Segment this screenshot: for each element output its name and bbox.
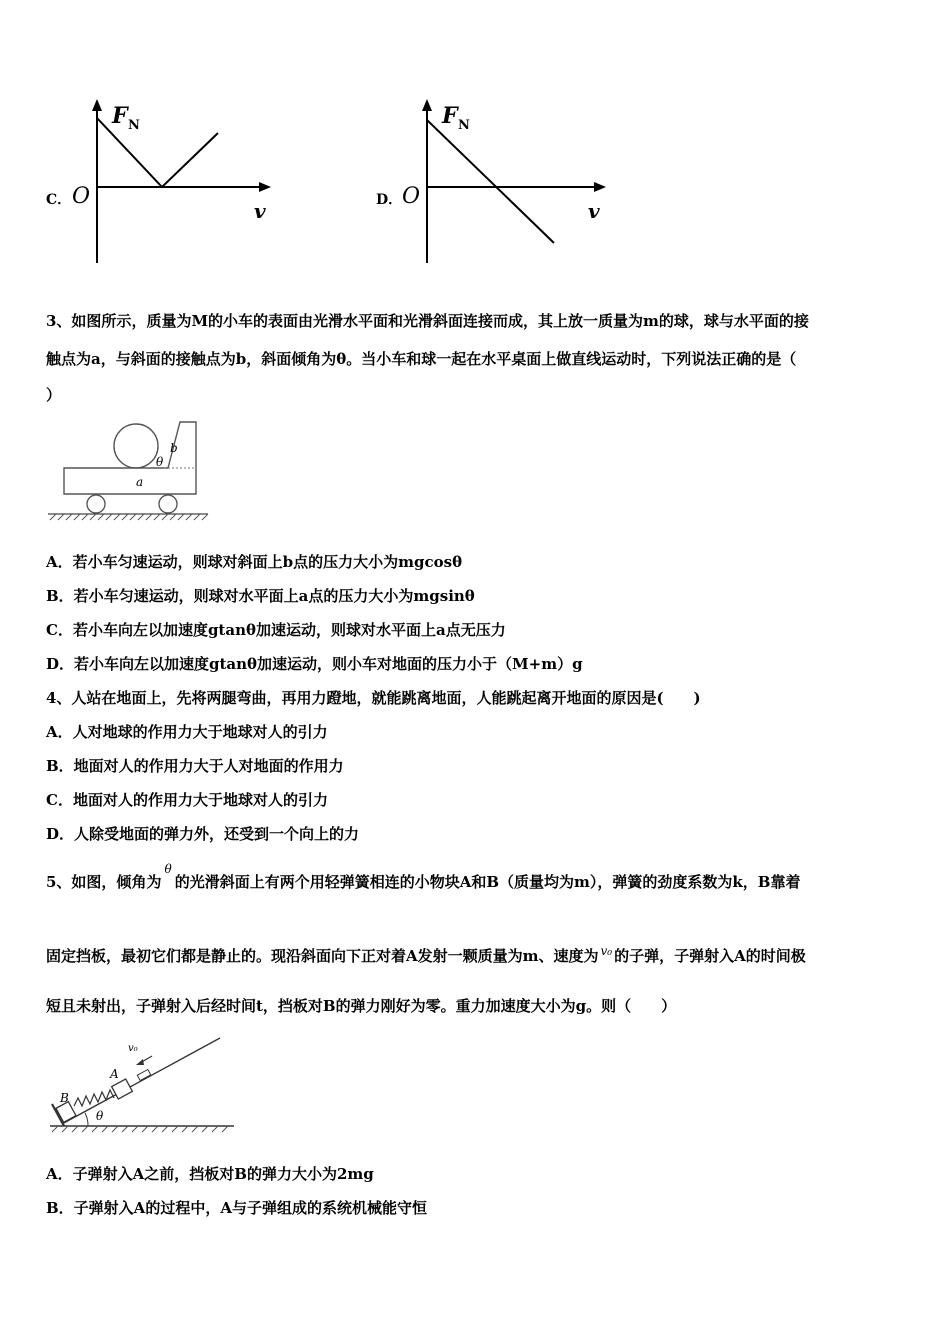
angle-arc [85, 1113, 88, 1126]
graph-d-x-label: v [588, 199, 600, 223]
label-a: a [136, 475, 144, 489]
ground-hatching [50, 514, 208, 520]
graph-d-origin: O [402, 184, 421, 209]
label-b: b [170, 441, 178, 455]
q5-stem-line1 [46, 862, 801, 893]
label-theta-angle: θ [96, 1109, 104, 1123]
graph-d-label: D． [376, 192, 403, 208]
q3-option-c: C．若小车向左以加速度gtanθ加速运动，则球对水平面上a点无压力 [46, 621, 506, 639]
q5-line1-post: 的光滑斜面上有两个用轻弹簧相连的小物块A和B（质量均为m），弹簧的劲度系数为k，B靠着 [174, 873, 801, 891]
ball [114, 424, 158, 468]
graph-c-y-label: F [112, 103, 128, 129]
q5-line2-pre: 固定挡板，最初它们都是静止的。现沿斜面向下正对着A发射一颗质量为m、速度为 [46, 947, 599, 965]
incline-ground-hatching [52, 1126, 228, 1132]
graph-d-y-label: F [442, 103, 458, 129]
q5-line2-post: 的子弹，子弹射入A的时间极 [614, 947, 806, 965]
q5-option-b: B．子弹射入A的过程中，A与子弹组成的系统机械能守恒 [46, 1199, 427, 1217]
q5-theta-symbol: θ [164, 862, 172, 876]
q5-incline-figure [44, 1034, 244, 1140]
q4-option-b: B．地面对人的作用力大于人对地面的作用力 [46, 757, 344, 775]
wheel-right [159, 495, 177, 513]
q3-option-b: B．若小车匀速运动，则球对水平面上a点的压力大小为mgsinθ [46, 587, 475, 605]
q3-option-d: D．若小车向左以加速度gtanθ加速运动，则小车对地面的压力小于（M+m）g [46, 655, 583, 673]
q3-cart-figure [44, 416, 214, 524]
graph-d-line [427, 120, 554, 243]
bullet [137, 1070, 150, 1081]
q5-line1-pre: 5、如图，倾角为 [46, 873, 162, 891]
q3-stem-line3: ） [46, 386, 62, 404]
velocity-arrowhead-icon [136, 1059, 144, 1065]
label-v0: v₀ [128, 1043, 138, 1054]
graph-c-origin: O [72, 184, 91, 209]
q3-stem-line1: 3、如图所示，质量为M的小车的表面由光滑水平面和光滑斜面连接而成，其上放一质量为m的球，球与水平面的接 [46, 312, 809, 330]
incline-surface [62, 1038, 220, 1124]
wheel-left [87, 495, 105, 513]
q3-stem-line2: 触点为a，与斜面的接触点为b，斜面倾角为θ。当小车和球一起在水平桌面上做直线运动时，下列说法正确的是（ [46, 350, 797, 368]
label-a-block: A [110, 1067, 119, 1081]
q4-stem: 4、人站在地面上，先将两腿弯曲，再用力蹬地，就能跳离地面，人能跳起离开地面的原因是( ) [46, 689, 701, 707]
graph-c-y-sub: N [128, 118, 140, 133]
q4-option-d: D．人除受地面的弹力外，还受到一个向上的力 [46, 825, 360, 843]
cart-body [64, 422, 196, 494]
q5-stem-line3: 短且未射出，子弹射入后经时间t，挡板对B的弹力刚好为零。重力加速度大小为g。则（ ） [46, 997, 677, 1015]
graph-c-x-label: v [254, 199, 266, 223]
graph-d-y-sub: N [458, 118, 470, 133]
graph-d [400, 95, 620, 265]
spring [74, 1090, 114, 1106]
q5-stem-line2 [46, 946, 806, 967]
graph-c-y-arrow-icon [92, 99, 102, 111]
graph-d-x-arrow-icon [594, 182, 606, 192]
label-b-block: B [60, 1091, 69, 1105]
q3-option-a: A．若小车匀速运动，则球对斜面上b点的压力大小为mgcosθ [46, 553, 463, 571]
q5-option-a: A．子弹射入A之前，挡板对B的弹力大小为2mg [46, 1165, 374, 1183]
q5-v0-symbol: v₀ [600, 944, 613, 958]
label-theta: θ [156, 455, 164, 469]
graph-c-label: C． [46, 192, 72, 208]
graph-d-y-arrow-icon [422, 99, 432, 111]
graph-c [70, 95, 280, 265]
graph-c-x-arrow-icon [259, 182, 271, 192]
q4-option-a: A．人对地球的作用力大于地球对人的引力 [46, 723, 328, 741]
q4-option-c: C．地面对人的作用力大于地球对人的引力 [46, 791, 328, 809]
